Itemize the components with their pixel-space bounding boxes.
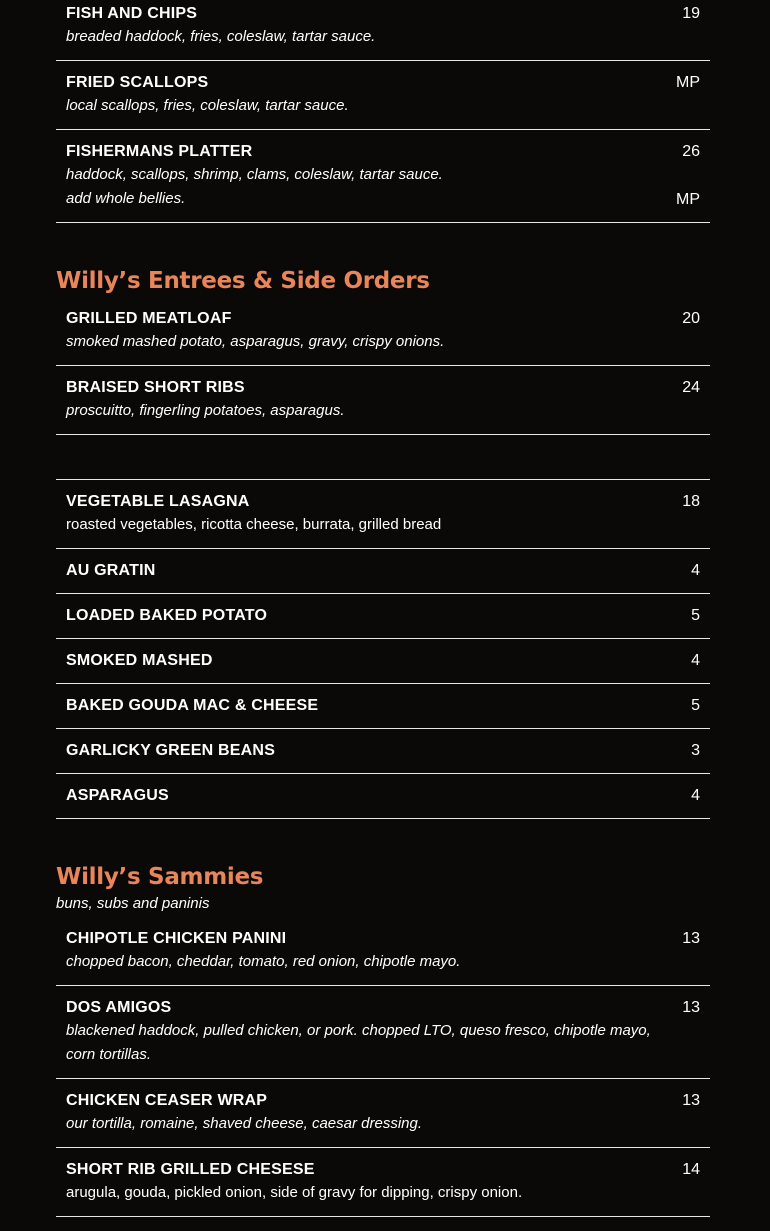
item-price: 13 — [682, 999, 700, 1016]
item-name: GARLICKY GREEN BEANS — [66, 742, 276, 759]
menu-item-braised-short-ribs — [56, 366, 710, 435]
side-item-au-gratin — [56, 549, 710, 594]
side-item-garlicky-green-beans — [56, 729, 710, 774]
menu-item-fried-scallops — [56, 61, 710, 130]
item-name: CHICKEN CEASER WRAP — [66, 1092, 268, 1109]
menu-item-chipotle-chicken-panini — [56, 917, 710, 986]
item-name: BAKED GOUDA MAC & CHEESE — [66, 697, 319, 714]
menu-item-short-rib-grilled-chesese — [56, 1148, 710, 1217]
item-price: 4 — [691, 787, 700, 804]
item-name: FRIED SCALLOPS — [66, 74, 209, 91]
section-subtitle-sammies: buns, subs and paninis — [56, 895, 210, 912]
section-title-entrees: Willy’s Entrees & Side Orders — [56, 268, 430, 294]
item-price: 3 — [691, 742, 700, 759]
item-description: roasted vegetables, ricotta cheese, burrata, grilled bread — [66, 516, 442, 533]
item-description: breaded haddock, fries, coleslaw, tartar sauce. — [66, 28, 376, 45]
menu-item-vegetable-lasagna — [56, 480, 710, 549]
item-name: DOS AMIGOS — [66, 999, 172, 1016]
item-description: proscuitto, fingerling potatoes, asparagus. — [66, 402, 345, 419]
menu-item-fish-and-chips — [56, 0, 710, 61]
item-price: 13 — [682, 930, 700, 947]
item-name: AU GRATIN — [66, 562, 156, 579]
item-price: 19 — [682, 5, 700, 22]
item-price: 24 — [682, 379, 700, 396]
item-name: LOADED BAKED POTATO — [66, 607, 268, 624]
item-name: BRAISED SHORT RIBS — [66, 379, 245, 396]
item-name: GRILLED MEATLOAF — [66, 310, 232, 327]
side-item-loaded-baked-potato — [56, 594, 710, 639]
side-item-asparagus — [56, 774, 710, 819]
item-description: blackened haddock, pulled chicken, or pork. chopped LTO, queso fresco, chipotle mayo, corn tortillas. — [66, 1022, 651, 1063]
item-name: VEGETABLE LASAGNA — [66, 493, 250, 510]
item-price: 20 — [682, 310, 700, 327]
item-price: 5 — [691, 607, 700, 624]
item-description: arugula, gouda, pickled onion, side of gravy for dipping, crispy onion. — [66, 1184, 523, 1201]
item-description: local scallops, fries, coleslaw, tartar sauce. — [66, 97, 349, 114]
item-name: CHIPOTLE CHICKEN PANINI — [66, 930, 287, 947]
item-price: 26 — [682, 143, 700, 160]
item-description: smoked mashed potato, asparagus, gravy, crispy onions. — [66, 333, 445, 350]
item-price: 18 — [682, 493, 700, 510]
item-price: 14 — [682, 1161, 700, 1178]
item-addon-price: MP — [676, 191, 700, 208]
item-description: our tortilla, romaine, shaved cheese, caesar dressing. — [66, 1115, 423, 1132]
item-price: 4 — [691, 562, 700, 579]
side-item-smoked-mashed — [56, 639, 710, 684]
menu-item-fishermans-platter — [56, 130, 710, 223]
item-name: SMOKED MASHED — [66, 652, 213, 669]
section-title-sammies: Willy’s Sammies — [56, 864, 264, 890]
item-price: MP — [676, 74, 700, 91]
menu-item-chicken-ceaser-wrap — [56, 1079, 710, 1148]
item-name: FISH AND CHIPS — [66, 5, 198, 22]
item-addon: add whole bellies. — [66, 190, 186, 207]
menu-item-dos-amigos — [56, 986, 710, 1079]
item-price: 13 — [682, 1092, 700, 1109]
item-name: SHORT RIB GRILLED CHESESE — [66, 1161, 315, 1178]
menu-item-grilled-meatloaf — [56, 297, 710, 366]
item-name: ASPARAGUS — [66, 787, 169, 804]
item-description: haddock, scallops, shrimp, clams, coleslaw, tartar sauce. — [66, 166, 443, 183]
item-description: chopped bacon, cheddar, tomato, red onion, chipotle mayo. — [66, 953, 461, 970]
side-item-baked-gouda-mac — [56, 684, 710, 729]
item-name: FISHERMANS PLATTER — [66, 143, 253, 160]
item-price: 5 — [691, 697, 700, 714]
item-price: 4 — [691, 652, 700, 669]
